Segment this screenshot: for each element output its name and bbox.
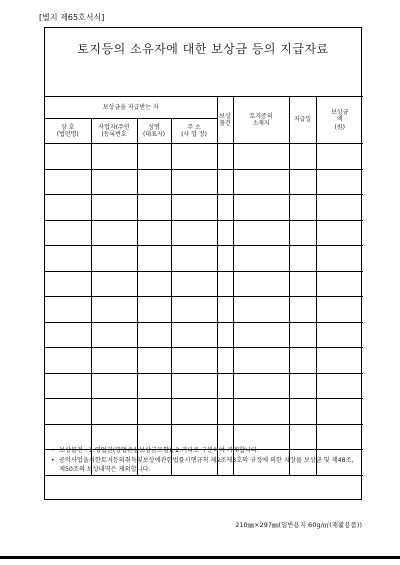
table-cell (171, 297, 217, 323)
table-cell (289, 271, 316, 297)
table-cell (137, 169, 171, 195)
note-1 (51, 446, 357, 456)
table-cell (171, 348, 217, 374)
table-cell (289, 169, 316, 195)
table-cell (91, 195, 137, 221)
note-bullet: • (51, 456, 55, 464)
table-cell (45, 271, 91, 297)
table-cell (316, 373, 363, 399)
table-cell (91, 399, 137, 425)
table-cell (137, 246, 171, 272)
note-text: 공익사업을위한토지등의취득및보상에관한법률시행규칙 제2조제3호의 규정에 의한 지장물 보상금 및 제48조, 제50조의 보상내역은 제외합니다. (59, 456, 354, 474)
col-address-header: 주 소 (사 업 장) (171, 119, 217, 144)
table-cell (289, 220, 316, 246)
table-cell (289, 399, 316, 425)
table-cell (217, 144, 233, 170)
table-cell (137, 220, 171, 246)
table-cell (316, 144, 363, 170)
table-cell (289, 373, 316, 399)
table-row (45, 348, 363, 374)
table-cell (289, 297, 316, 323)
table-cell (137, 297, 171, 323)
table-cell (316, 297, 363, 323)
table-cell (217, 373, 233, 399)
paper-spec: 210㎜×297㎜(일반용지 60g/㎡(재활용품)) (235, 521, 362, 529)
table-cell (233, 220, 289, 246)
table-row (45, 271, 363, 297)
table-cell (217, 169, 233, 195)
table-cell (217, 297, 233, 323)
table-row (45, 399, 363, 425)
table-cell (137, 195, 171, 221)
table-cell (289, 322, 316, 348)
table-cell (316, 348, 363, 374)
table-cell (233, 169, 289, 195)
table-cell (171, 220, 217, 246)
table-cell (91, 297, 137, 323)
table-cell (316, 271, 363, 297)
table-cell (45, 169, 91, 195)
table-cell (217, 195, 233, 221)
table-cell (217, 322, 233, 348)
table-cell (137, 399, 171, 425)
table-cell (316, 169, 363, 195)
table-cell (45, 246, 91, 272)
table-cell (289, 348, 316, 374)
table-row (45, 246, 363, 272)
col-location-header: 토지증의 소재지 (233, 97, 289, 144)
table-cell (45, 373, 91, 399)
table-cell (45, 322, 91, 348)
table-row (45, 297, 363, 323)
table-cell (217, 399, 233, 425)
col-pay-date-header: 지급일 (289, 97, 316, 144)
table-row (45, 373, 363, 399)
col-reg-no-header: 사업자(주민 )등록번호 (91, 119, 137, 144)
table-cell (45, 348, 91, 374)
table-cell (289, 246, 316, 272)
table-cell (137, 373, 171, 399)
header-row-1 (45, 97, 363, 119)
table-row (45, 322, 363, 348)
note-text: 보상물건 : 1.영업권(영업손실보상금포함), 2.기타로 구분하여 기재합니다. (59, 447, 259, 454)
table-cell (233, 373, 289, 399)
col-name-header: 성명 (대표자) (137, 119, 171, 144)
table-cell (316, 220, 363, 246)
table-cell (91, 246, 137, 272)
bottom-rule (0, 556, 400, 559)
table-cell (233, 348, 289, 374)
col-trade-name-header: 상 호 (법인명) (45, 119, 91, 144)
note-bullet: • (51, 447, 55, 454)
table-cell (171, 144, 217, 170)
table-cell (91, 373, 137, 399)
table-row (45, 195, 363, 221)
table-cell (91, 220, 137, 246)
table-cell (137, 271, 171, 297)
table-cell (171, 246, 217, 272)
payment-table (45, 96, 363, 476)
table-cell (91, 169, 137, 195)
table-cell (91, 271, 137, 297)
table-cell (289, 144, 316, 170)
table-cell (171, 399, 217, 425)
table-cell (233, 195, 289, 221)
form-frame (44, 27, 362, 500)
table-cell (171, 271, 217, 297)
table-cell (217, 246, 233, 272)
table-cell (45, 144, 91, 170)
table-row (45, 169, 363, 195)
table-cell (316, 399, 363, 425)
table-cell (137, 348, 171, 374)
notes (51, 446, 357, 475)
table-cell (233, 246, 289, 272)
table-cell (233, 144, 289, 170)
table-cell (316, 195, 363, 221)
table-cell (171, 373, 217, 399)
table-cell (91, 144, 137, 170)
table-cell (137, 322, 171, 348)
col-reason-header: 보상 물건 (217, 97, 233, 144)
col-amount-header: 보상금 액 (원) (316, 97, 363, 144)
table-cell (217, 220, 233, 246)
table-cell (91, 348, 137, 374)
table-cell (45, 195, 91, 221)
table-cell (316, 246, 363, 272)
recipient-group-header: 보상금을 지급받는 자 (45, 97, 217, 119)
table-cell (45, 399, 91, 425)
form-number: [별지 제65호서식] (39, 13, 105, 22)
table-row (45, 144, 363, 170)
table-row (45, 220, 363, 246)
note-2 (51, 456, 357, 475)
table-cell (289, 195, 316, 221)
table-cell (45, 297, 91, 323)
form-title: 토지등의 소유자에 대한 보상금 등의 지급자료 (77, 42, 329, 56)
table-cell (137, 144, 171, 170)
table-cell (217, 348, 233, 374)
table-cell (171, 169, 217, 195)
table-cell (91, 322, 137, 348)
table-cell (45, 220, 91, 246)
table-cell (233, 399, 289, 425)
table-cell (316, 322, 363, 348)
table-cell (171, 195, 217, 221)
table-cell (233, 271, 289, 297)
table-cell (233, 297, 289, 323)
table-cell (233, 322, 289, 348)
table-cell (217, 271, 233, 297)
table-cell (171, 322, 217, 348)
